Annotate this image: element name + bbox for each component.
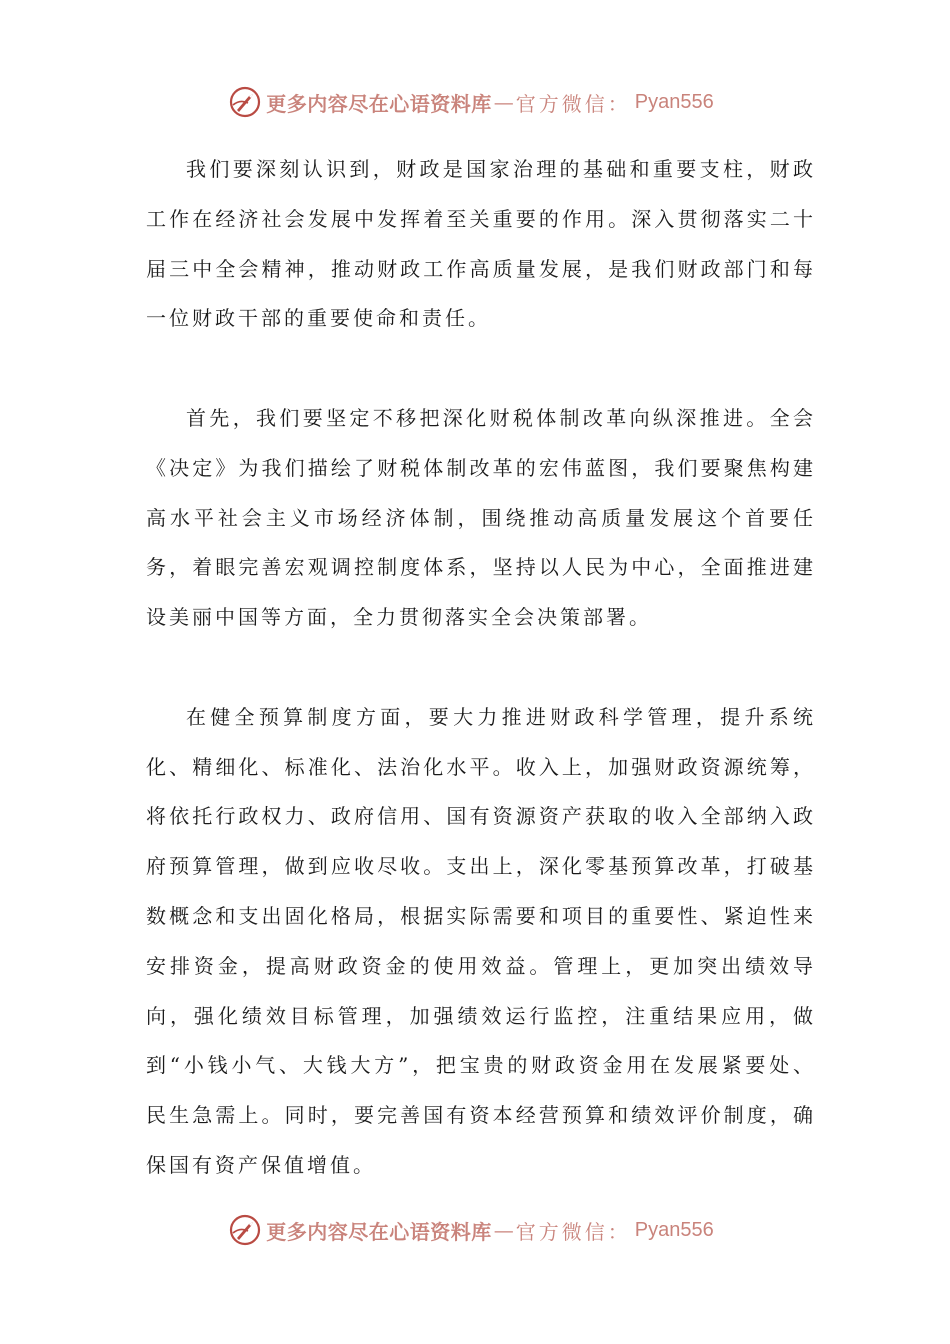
banner-brand: 更多内容尽在心语资料库: [266, 91, 492, 116]
footer-banner: [0, 1208, 950, 1252]
pen-nib-icon: [228, 85, 262, 119]
banner-dash: —: [493, 1218, 514, 1242]
paragraph-1: 我们要深刻认识到，财政是国家治理的基础和重要支柱，财政工作在经济社会发展中发挥着至关重要的作用。深入贯彻落实二十届三中全会精神，推动财政工作高质量发展，是我们财政部门和每一位财政干部的重要使命和责任。: [146, 157, 816, 331]
banner-wechat-id: Pyan556: [634, 1218, 714, 1241]
document-body: [146, 145, 816, 1191]
banner-dash: —: [493, 90, 514, 114]
footer-banner-text: [266, 1216, 713, 1245]
paragraph-2: 首先，我们要坚定不移把深化财税体制改革向纵深推进。全会《决定》为我们描绘了财税体制改革的宏伟蓝图，我们要聚焦构建高水平社会主义市场经济体制，围绕推动高质量发展这个首要任务，着眼完善宏观调控制度体系，坚持以人民为中心，全面推进建设美丽中国等方面，全力贯彻落实全会决策部署。: [146, 405, 816, 630]
banner-brand: 更多内容尽在心语资料库: [266, 1219, 492, 1244]
banner-official-label: 官方微信：: [515, 1219, 631, 1244]
pen-nib-icon: [228, 1213, 262, 1247]
banner-wechat-id: Pyan556: [634, 90, 714, 113]
header-banner-text: [266, 88, 713, 117]
paragraph-3: 在健全预算制度方面，要大力推进财政科学管理，提升系统化、精细化、标准化、法治化水平。收入上，加强财政资源统筹，将依托行政权力、政府信用、国有资源资产获取的收入全部纳入政府预算管理，做到应收尽收。支出上，深化零基预算改革，打破基数概念和支出固化格局，根据实际需要和项目的重要性、紧迫性来安排资金，提高财政资金的使用效益。管理上，更加突出绩效导向，强化绩效目标管理，加强绩效运行监控，注重结果应用，做到“小钱小气、大钱大方”，把宝贵的财政资金用在发展紧要处、民生急需上。同时，要完善国有资本经营预算和绩效评价制度，确保国有资产保值增值。: [146, 704, 816, 1177]
banner-official-label: 官方微信：: [515, 91, 631, 116]
header-banner: [0, 80, 950, 124]
